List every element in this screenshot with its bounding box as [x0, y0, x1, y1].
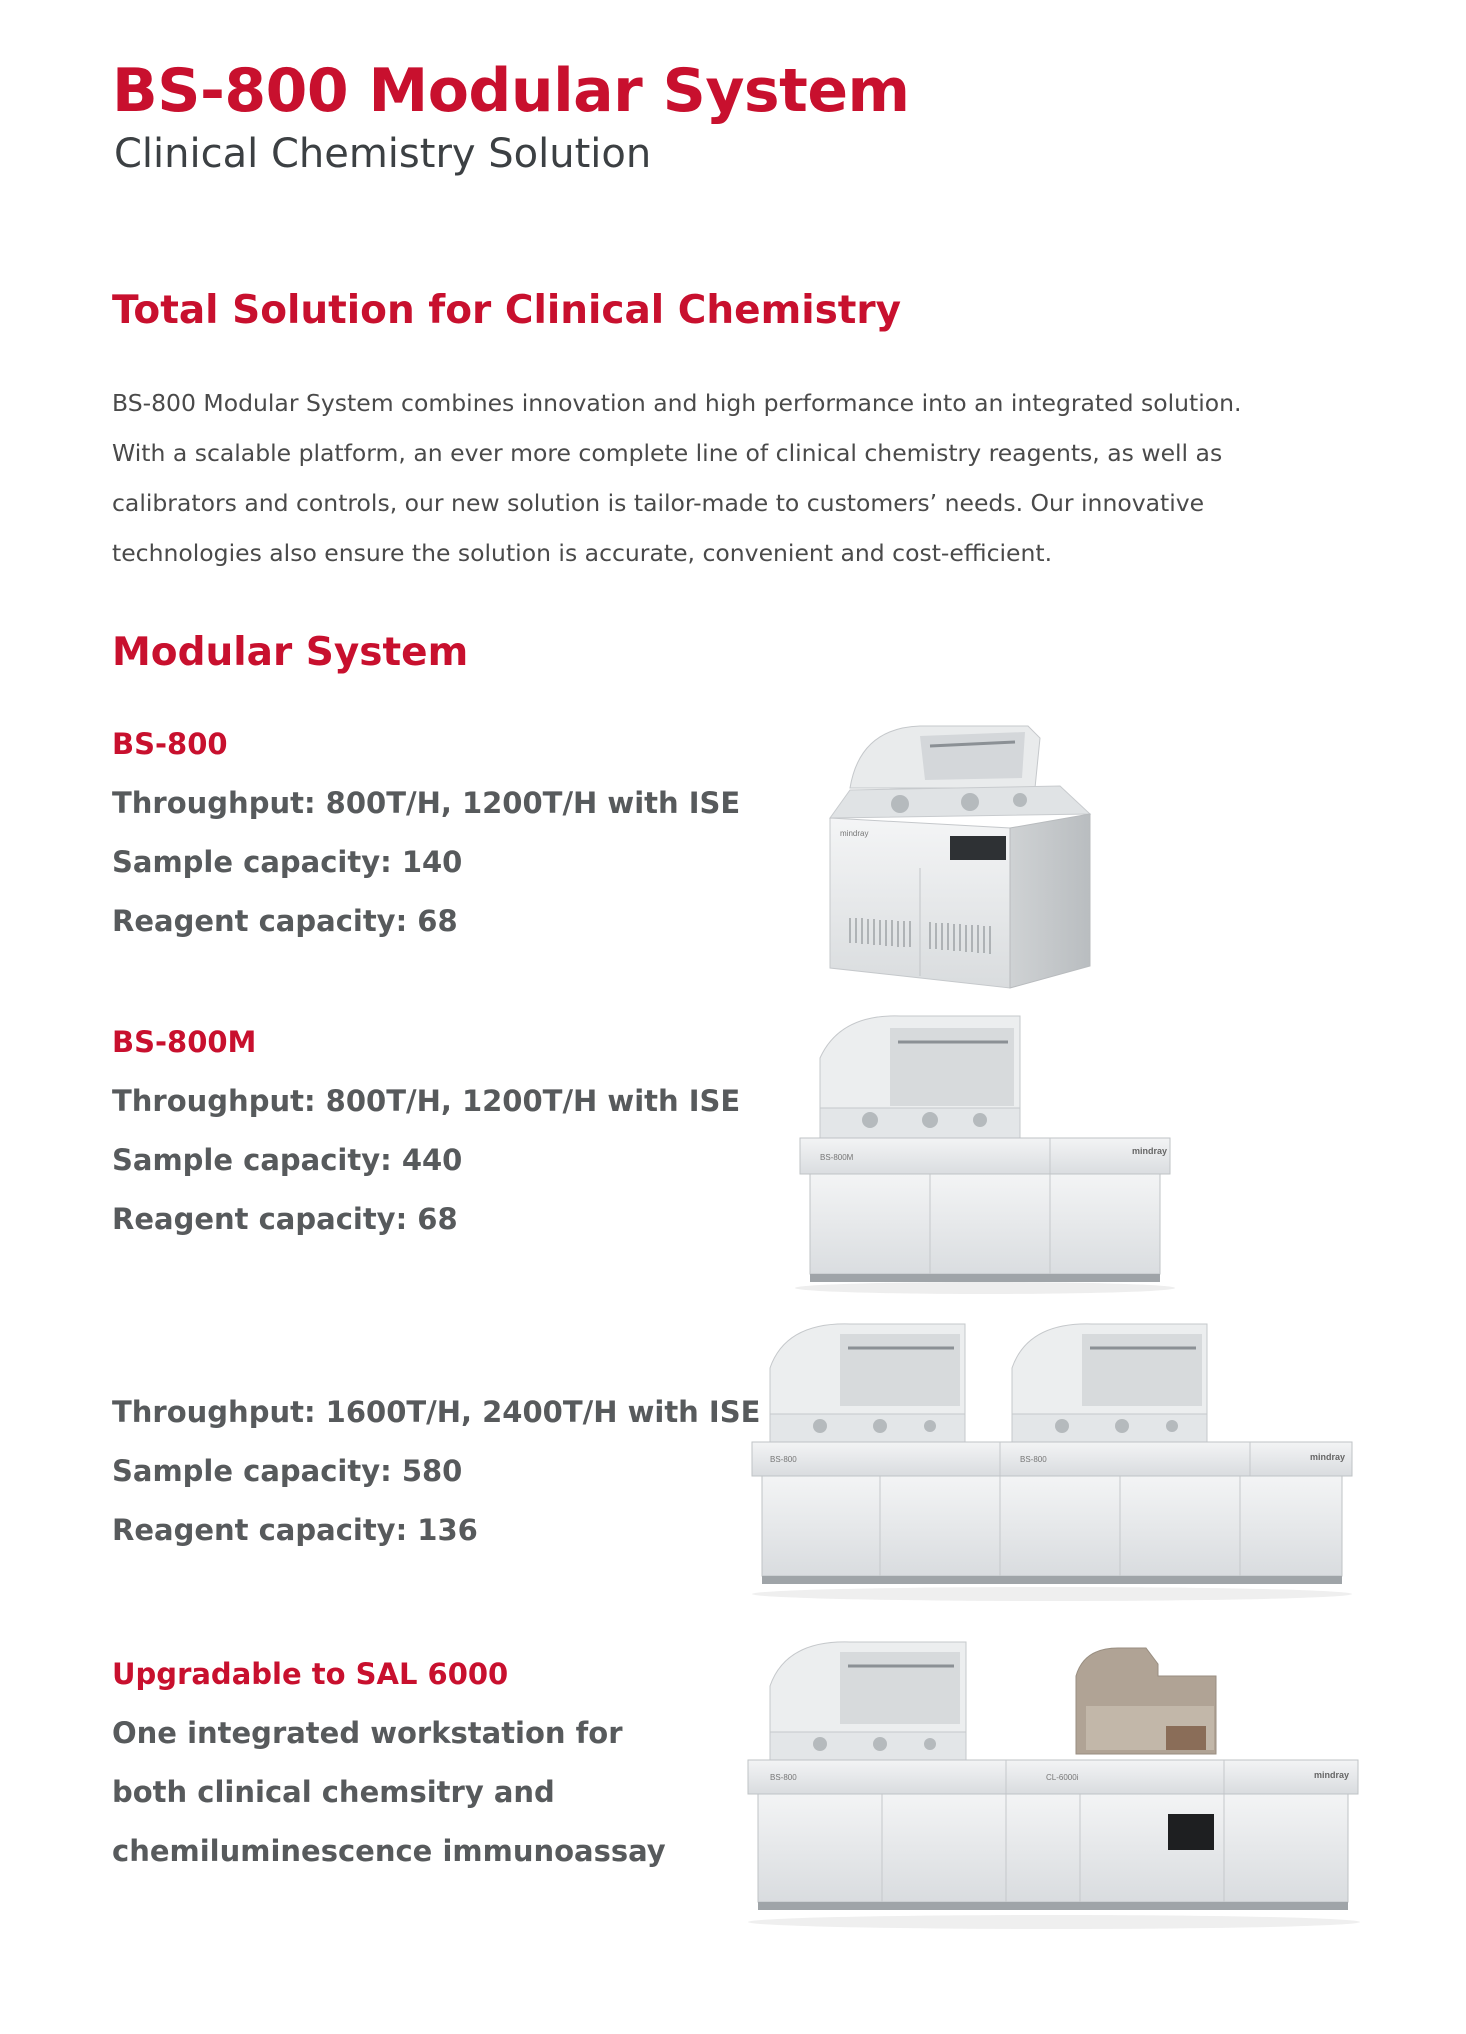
spec-sample-capacity: Sample capacity: 580: [112, 1454, 463, 1488]
page-title: BS-800 Modular System: [112, 56, 910, 126]
brand-mark: mindray: [840, 829, 869, 838]
spec-throughput: Throughput: 1600T/H, 2400T/H with ISE: [112, 1395, 761, 1429]
intro-line: technologies also ensure the solution is accurate, convenient and cost-efficient.: [112, 539, 1053, 567]
model-label-bs800m: BS-800M: [112, 1025, 257, 1059]
intro-line: BS-800 Modular System combines innovation and high performance into an integrated solution.: [112, 389, 1242, 417]
svg-text:CL-6000i: CL-6000i: [1046, 1773, 1079, 1782]
dual-bs800-system-image: [750, 1318, 1360, 1608]
spec-throughput: Throughput: 800T/H, 1200T/H with ISE: [112, 1084, 741, 1118]
brand-mark: mindray: [1132, 1146, 1168, 1156]
bs800m-analyzer-image: [780, 1008, 1180, 1298]
svg-text:BS-800: BS-800: [770, 1773, 797, 1782]
bs800-analyzer-image: [810, 718, 1110, 998]
svg-text:BS-800: BS-800: [1020, 1455, 1047, 1464]
intro-line: calibrators and controls, our new solution is tailor-made to customers’ needs. Our innovative: [112, 489, 1205, 517]
svg-text:BS-800M: BS-800M: [820, 1153, 854, 1162]
description-line: One integrated workstation for: [112, 1716, 623, 1750]
spec-sample-capacity: Sample capacity: 440: [112, 1143, 463, 1177]
spec-sample-capacity: Sample capacity: 140: [112, 845, 463, 879]
section-heading-modular-system: Modular System: [112, 630, 469, 675]
spec-throughput: Throughput: 800T/H, 1200T/H with ISE: [112, 786, 741, 820]
brand-mark: mindray: [1310, 1452, 1346, 1462]
sal6000-system-image: [746, 1636, 1366, 1936]
page-subtitle: Clinical Chemistry Solution: [114, 131, 652, 177]
spec-reagent-capacity: Reagent capacity: 68: [112, 1202, 458, 1236]
intro-line: With a scalable platform, an ever more complete line of clinical chemistry reagents, as well as: [112, 439, 1223, 467]
description-line: chemiluminescence immunoassay: [112, 1834, 666, 1868]
brand-mark: mindray: [1314, 1770, 1350, 1780]
model-label-bs800: BS-800: [112, 727, 228, 761]
spec-reagent-capacity: Reagent capacity: 136: [112, 1513, 478, 1547]
svg-text:BS-800: BS-800: [770, 1455, 797, 1464]
model-label-sal6000: Upgradable to SAL 6000: [112, 1657, 509, 1691]
spec-reagent-capacity: Reagent capacity: 68: [112, 904, 458, 938]
section-heading-total-solution: Total Solution for Clinical Chemistry: [112, 288, 902, 333]
description-line: both clinical chemsitry and: [112, 1775, 555, 1809]
intro-paragraph: [112, 378, 1352, 578]
